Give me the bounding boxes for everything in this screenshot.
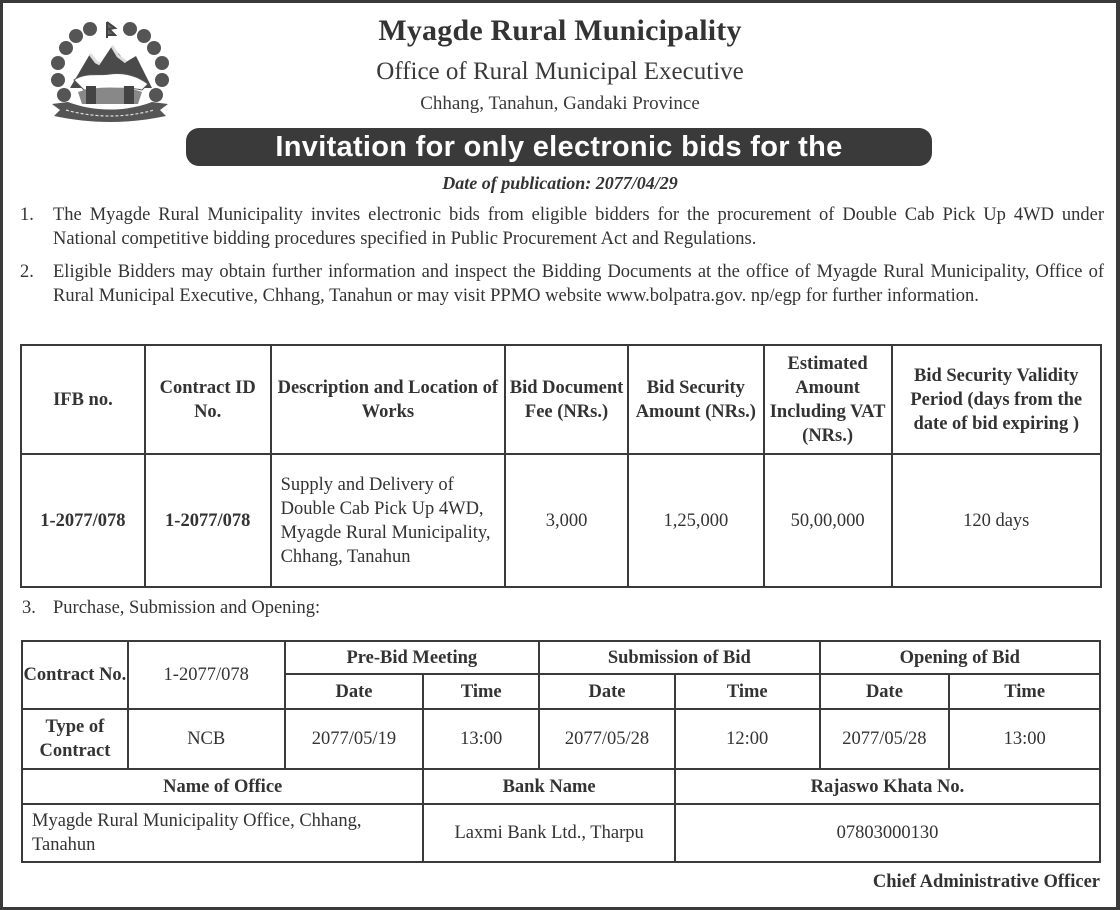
- municipality-title: Myagde Rural Municipality: [378, 14, 742, 47]
- group-submission-of-bid: Submission of Bid: [539, 641, 819, 674]
- pre-bid-date-label: Date: [285, 674, 424, 709]
- pre-bid-time: 13:00: [423, 709, 539, 769]
- header-estimated-amount: Estimated Amount Including VAT (NRs.): [764, 345, 892, 454]
- opening-time: 13:00: [949, 709, 1100, 769]
- description: Supply and Delivery of Double Cab Pick Up 4WD, Myagde Rural Municipality, Chhang, Tanahun: [271, 454, 506, 587]
- signoff: Chief Administrative Officer: [872, 872, 1100, 892]
- header-ifb-no: IFB no.: [21, 345, 145, 454]
- submission-time: 12:00: [675, 709, 820, 769]
- header-bid-document-fee: Bid Document Fee (NRs.): [505, 345, 628, 454]
- paragraph-number: 1.: [20, 205, 34, 225]
- office-subtitle: Office of Rural Municipal Executive: [376, 58, 744, 85]
- submission-date: 2077/05/28: [539, 709, 675, 769]
- table-row: [22, 709, 1100, 769]
- header-validity-period: Bid Security Validity Period (days from the date of bid expiring ): [892, 345, 1102, 454]
- paragraph-text: The Myagde Rural Municipality invites electronic bids from eligible bidders for the procurement of Double Cab Pick Up 4WD under National competitive bidding procedures specified in Public Procurement Act and Regulations.: [53, 205, 1104, 249]
- bid-security-amount: 1,25,000: [628, 454, 764, 587]
- khata-no: 07803000130: [675, 804, 1100, 862]
- header-description: Description and Location of Works: [271, 345, 506, 454]
- paragraph-text: Eligible Bidders may obtain further information and inspect the Bidding Documents at the office of Myagde Rural Municipality, Office of Rural Municipal Executive, Chhang, Tanahun or may visit PPMO website www.bolpatra.gov. np/egp for further information.: [53, 262, 1104, 306]
- contract-no-label: Contract No.: [22, 641, 128, 709]
- publication-date: Date of publication: 2077/04/29: [442, 173, 678, 193]
- schedule-group-row: [22, 641, 1100, 674]
- bank-label: Bank Name: [423, 769, 675, 804]
- type-of-contract-label: Type of Contract: [22, 709, 128, 769]
- table-row: [22, 804, 1100, 862]
- header-bid-security-amount: Bid Security Amount (NRs.): [628, 345, 764, 454]
- pre-bid-date: 2077/05/19: [285, 709, 424, 769]
- paragraph-2: [20, 260, 1104, 308]
- ifb-no: 1-2077/078: [21, 454, 145, 587]
- bid-table-header-row: [21, 345, 1101, 454]
- submission-date-label: Date: [539, 674, 675, 709]
- bid-table: [20, 344, 1102, 588]
- header-contract-id: Contract ID No.: [145, 345, 271, 454]
- group-opening-of-bid: Opening of Bid: [820, 641, 1100, 674]
- table-row: [21, 454, 1101, 587]
- submission-time-label: Time: [675, 674, 820, 709]
- office-label: Name of Office: [22, 769, 423, 804]
- estimated-amount: 50,00,000: [764, 454, 892, 587]
- type-of-contract: NCB: [128, 709, 285, 769]
- group-pre-bid-meeting: Pre-Bid Meeting: [285, 641, 540, 674]
- schedule-table: [21, 640, 1101, 863]
- paragraph-1: [20, 203, 1104, 251]
- paragraph-number: 2.: [20, 262, 34, 282]
- khata-label: Rajaswo Khata No.: [675, 769, 1100, 804]
- payment-header-row: [22, 769, 1100, 804]
- invitation-banner: Invitation for only electronic bids for the: [186, 128, 932, 166]
- office-name: Myagde Rural Municipality Office, Chhang, Tanahun: [22, 804, 423, 862]
- paragraph-text: Purchase, Submission and Opening:: [53, 598, 321, 618]
- opening-date: 2077/05/28: [820, 709, 950, 769]
- bank-name: Laxmi Bank Ltd., Tharpu: [423, 804, 675, 862]
- opening-time-label: Time: [949, 674, 1100, 709]
- bid-document-fee: 3,000: [505, 454, 628, 587]
- opening-date-label: Date: [820, 674, 950, 709]
- contract-id: 1-2077/078: [145, 454, 271, 587]
- paragraph-number: 3.: [22, 598, 36, 618]
- pre-bid-time-label: Time: [423, 674, 539, 709]
- validity-period: 120 days: [892, 454, 1102, 587]
- contract-no: 1-2077/078: [128, 641, 285, 709]
- paragraph-3: [22, 598, 320, 619]
- office-address: Chhang, Tanahun, Gandaki Province: [420, 93, 700, 114]
